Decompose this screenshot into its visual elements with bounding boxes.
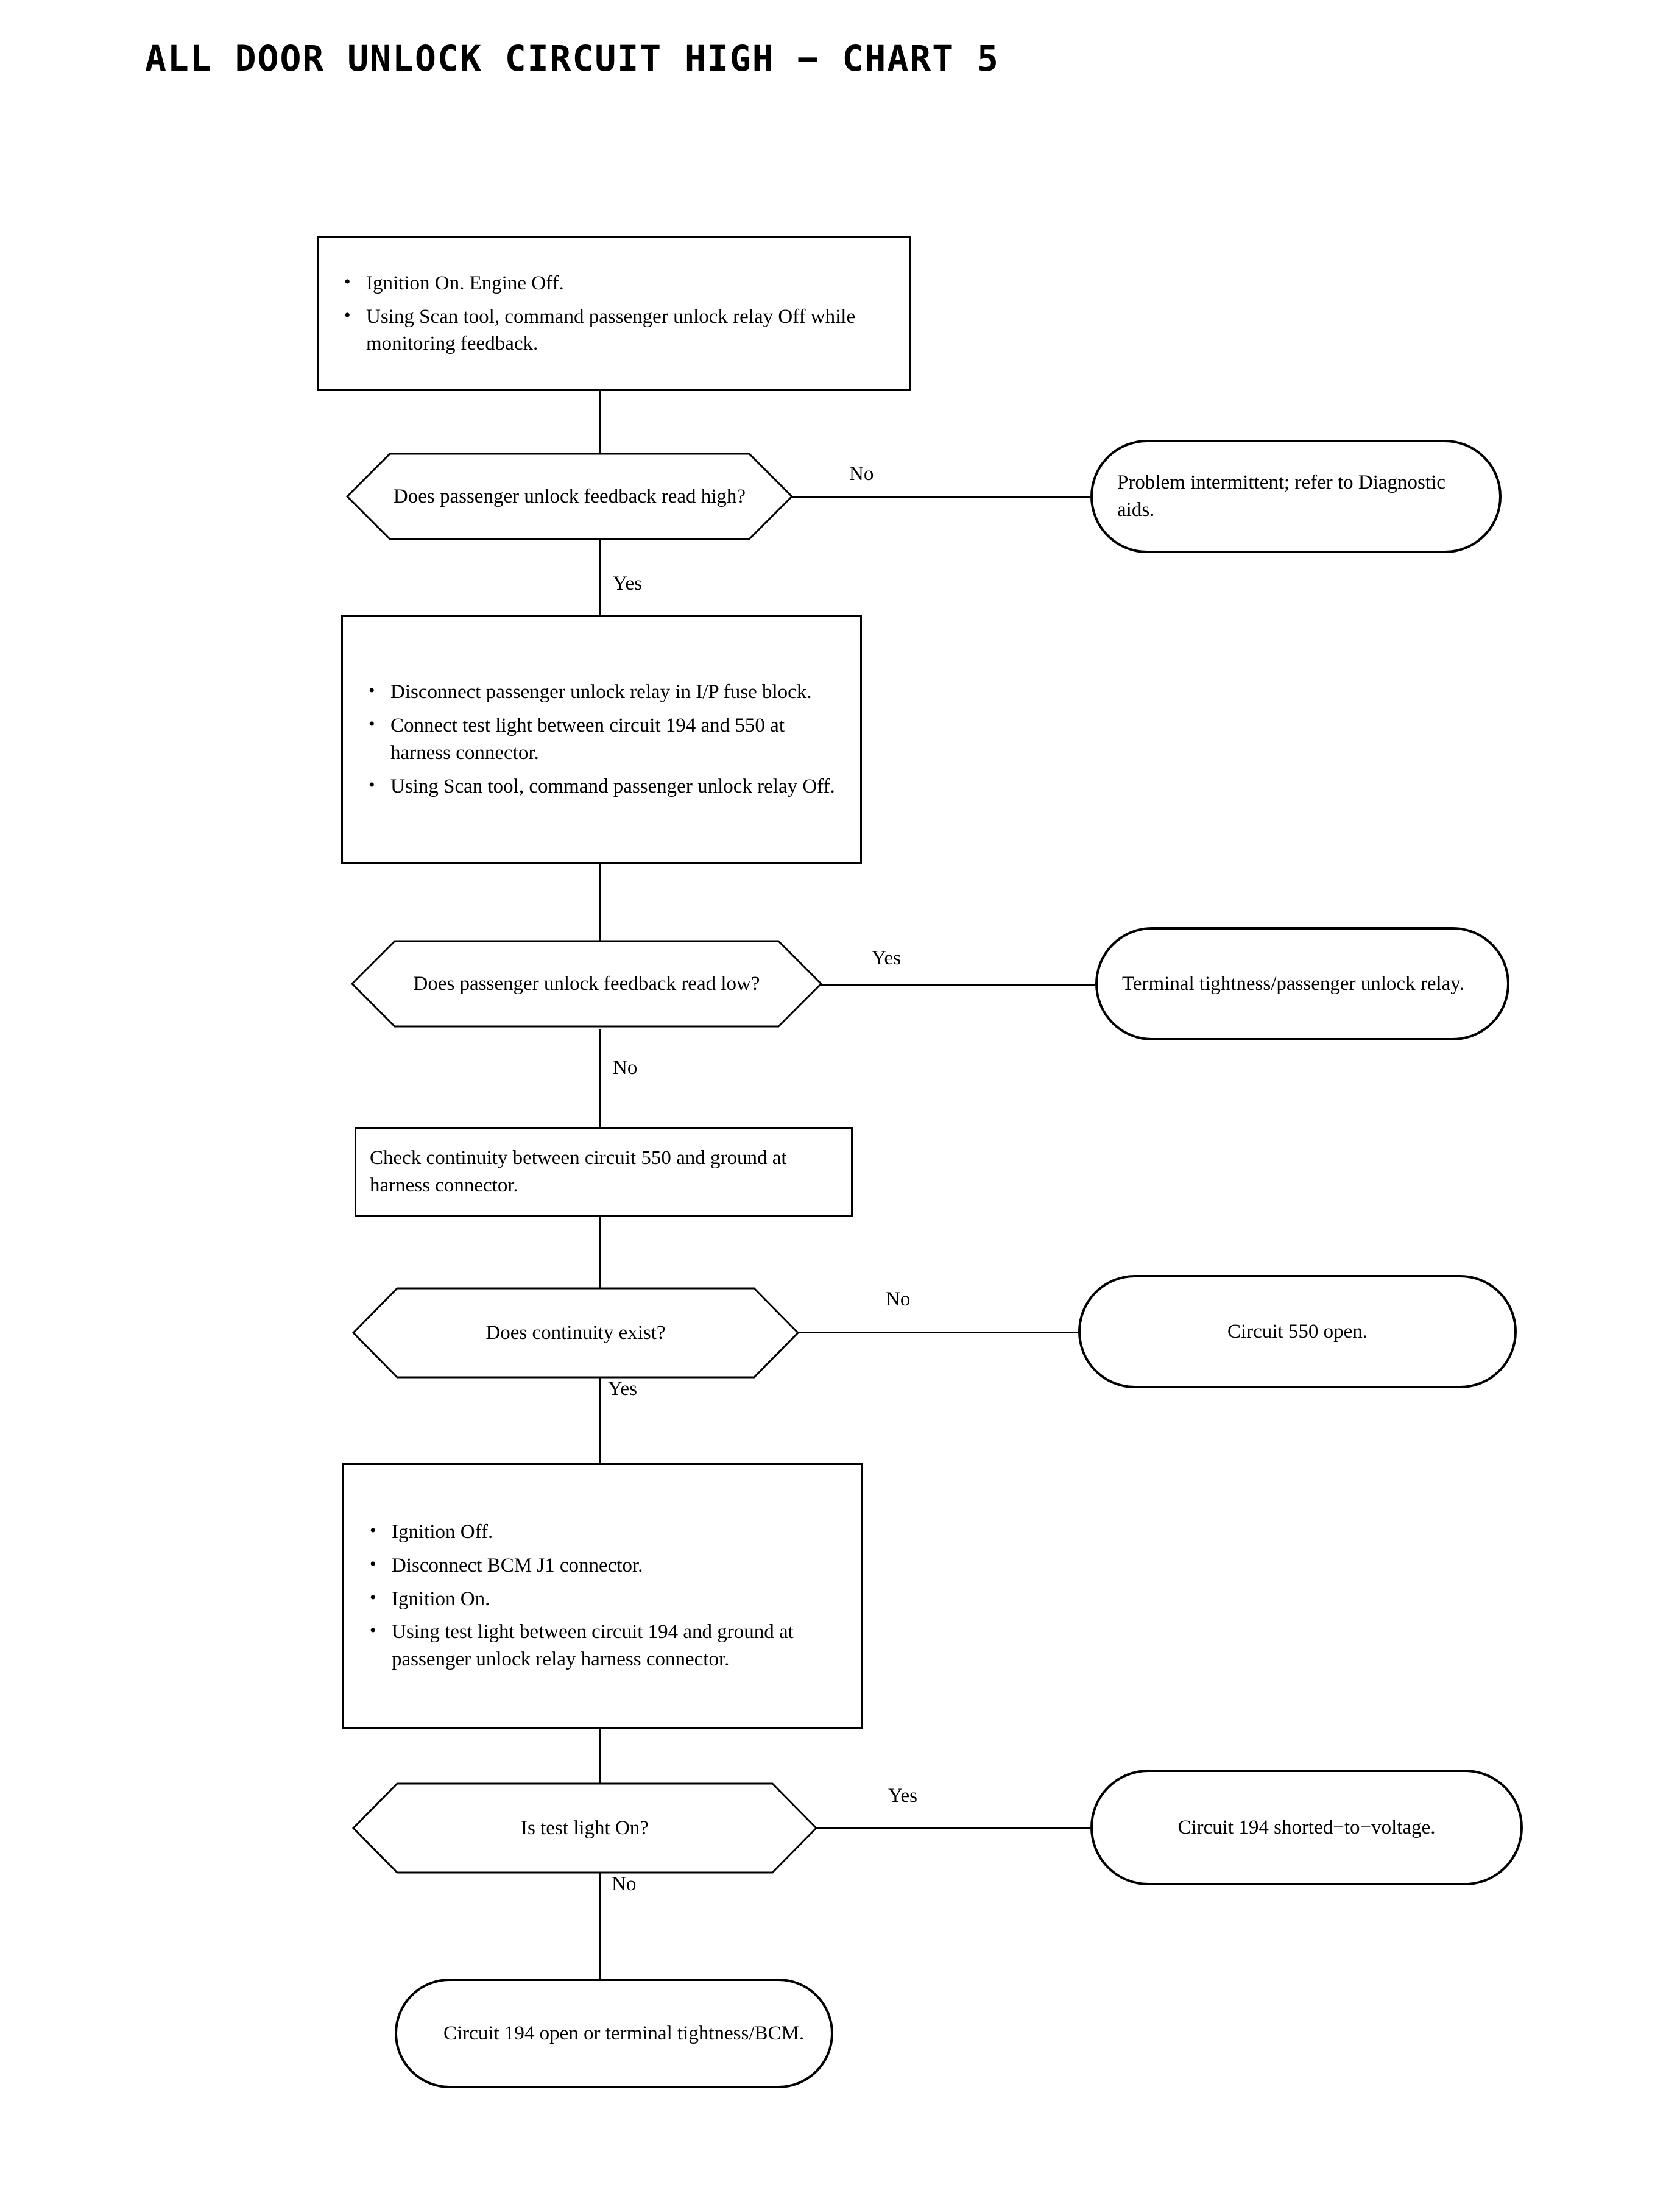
- edge-label-decision3-no: No: [882, 1288, 914, 1311]
- edge-label-decision2-no: No: [609, 1057, 641, 1079]
- page-title: ALL DOOR UNLOCK CIRCUIT HIGH − CHART 5: [145, 38, 1000, 79]
- process-step-2: [341, 615, 862, 864]
- process-step-2-bullet-2: • Using Scan tool, command passenger unlock relay Off.: [356, 773, 847, 800]
- process-step-1-bullet-0: • Ignition On. Engine Off.: [332, 270, 895, 297]
- decision-3-label: Does continuity exist?: [485, 1321, 666, 1344]
- edge-label-decision1-no: No: [845, 463, 877, 485]
- process-step-1-bullet-1: • Using Scan tool, command passenger unlock relay Off while monitoring feedback.: [332, 303, 895, 358]
- process-step-2-bullet-1: • Connect test light between circuit 194 and 550 at harness connector.: [356, 712, 847, 767]
- process-step-4: [342, 1463, 863, 1729]
- process-step-4-bullet-2: • Ignition On.: [358, 1586, 848, 1613]
- connector-decision1-to-step2: [599, 539, 601, 615]
- terminal-result-1: [1090, 440, 1502, 553]
- terminal-result-4: [1090, 1770, 1523, 1885]
- terminal-result-3: [1078, 1275, 1517, 1388]
- decision-4: [353, 1784, 816, 1873]
- connector-decision4-to-result5: [599, 1873, 601, 1980]
- connector-decision3-to-result3: [798, 1332, 1078, 1333]
- edge-label-decision2-yes: Yes: [868, 947, 905, 970]
- connector-decision4-to-result4: [816, 1827, 1090, 1829]
- process-step-2-bullets: [356, 679, 847, 800]
- terminal-result-3-label: Circuit 550 open.: [1227, 1320, 1368, 1343]
- decision-4-label: Is test light On?: [521, 1816, 649, 1839]
- process-step-4-bullets: [358, 1519, 848, 1673]
- terminal-result-1-label: Problem intermittent; refer to Diagnostic aids.: [1117, 471, 1445, 521]
- process-step-2-bullet-0: • Disconnect passenger unlock relay in I/P fuse block.: [356, 679, 847, 706]
- decision-1: [347, 454, 792, 539]
- decision-2: [352, 941, 821, 1026]
- connector-decision2-to-step3: [599, 1029, 601, 1127]
- edge-label-decision1-yes: Yes: [609, 573, 646, 595]
- process-step-1: [317, 236, 911, 391]
- decision-2-label: Does passenger unlock feedback read low?: [413, 972, 760, 995]
- terminal-result-2: [1095, 927, 1509, 1040]
- terminal-result-5: [395, 1979, 833, 2088]
- process-step-3: [355, 1127, 853, 1217]
- connector-decision3-to-step4: [599, 1378, 601, 1463]
- process-step-4-bullet-3: • Using test light between circuit 194 and ground at passenger unlock relay harness connector.: [358, 1619, 848, 1673]
- edge-label-decision3-yes: Yes: [604, 1378, 641, 1400]
- process-step-4-bullet-1: • Disconnect BCM J1 connector.: [358, 1552, 848, 1580]
- terminal-result-4-label: Circuit 194 shorted−to−voltage.: [1177, 1816, 1436, 1838]
- terminal-result-2-label: Terminal tightness/passenger unlock relay.: [1122, 972, 1464, 995]
- edge-label-decision4-yes: Yes: [884, 1785, 921, 1807]
- connector-step3-to-decision3: [599, 1217, 601, 1297]
- decision-3: [353, 1288, 798, 1377]
- process-step-1-bullets: [332, 270, 895, 358]
- terminal-result-5-label: Circuit 194 open or terminal tightness/BCM.: [443, 2022, 805, 2044]
- process-step-4-bullet-0: • Ignition Off.: [358, 1519, 848, 1546]
- process-step-3-text: Check continuity between circuit 550 and ground at harness connector.: [370, 1147, 787, 1196]
- connector-decision2-to-result2: [821, 984, 1095, 986]
- connector-step1-to-decision1: [599, 391, 601, 454]
- decision-1-label: Does passenger unlock feedback read high?: [393, 485, 746, 507]
- edge-label-decision4-no: No: [608, 1873, 640, 1896]
- connector-decision1-to-result1: [792, 496, 1090, 498]
